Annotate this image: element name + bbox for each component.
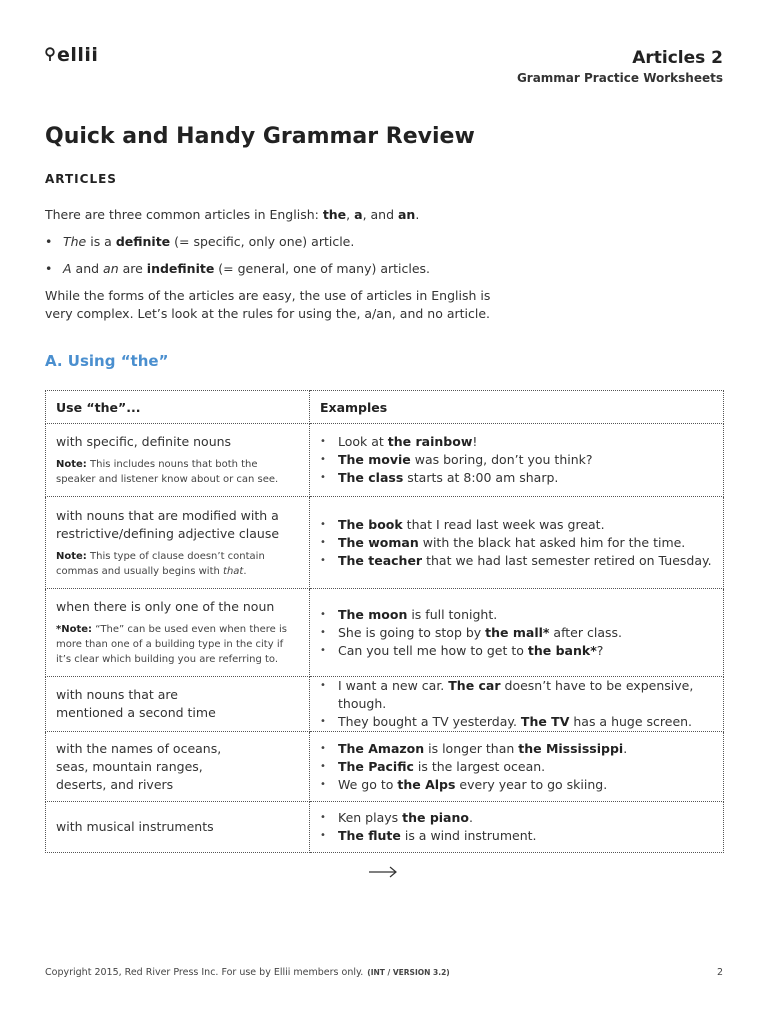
bullet-indefinite: [45, 260, 430, 278]
note-label: Note:: [56, 459, 87, 470]
example-item: • I want a new car. The car doesn’t have to be expensive, though.: [320, 677, 713, 713]
table-header-row: [46, 391, 724, 424]
section-label: ARTICLES: [45, 172, 117, 186]
examples-cell: [310, 802, 724, 853]
note-text: more than one of a building type in the city if: [56, 639, 284, 650]
rule-text: deserts, and rivers: [56, 776, 174, 792]
bullet-italic: an: [103, 261, 119, 276]
note-text: it’s clear which building you are referring to.: [56, 654, 279, 665]
ellii-logo: [45, 44, 98, 66]
footer-copyright: [45, 967, 450, 978]
example-item: • The class starts at 8:00 am sharp.: [320, 469, 713, 487]
page-number: 2: [716, 967, 723, 978]
paragraph-line: very complex. Let’s look at the rules for using the, a/an, and no article.: [45, 306, 491, 321]
copyright-text: Copyright 2015, Red River Press Inc. For use by Ellii members only.: [45, 967, 364, 978]
example-item: • The Amazon is longer than the Mississippi.: [320, 740, 713, 758]
article-a: a: [354, 207, 363, 222]
document-title: Articles 2: [632, 48, 723, 68]
note-text: “The” can be used even when there is: [92, 624, 287, 635]
paragraph-line: While the forms of the articles are easy, the use of articles in English is: [45, 288, 491, 303]
rule-text: with the names of oceans,: [56, 740, 222, 756]
rule-cell: [46, 802, 310, 853]
example-item: • The movie was boring, don’t you think?: [320, 451, 713, 469]
column-header-use: Use “the”...: [46, 391, 310, 424]
intro-paragraph: [45, 206, 419, 224]
rule-text: mentioned a second time: [56, 705, 216, 720]
rule-text: restrictive/defining adjective clause: [56, 525, 280, 541]
intro-end: .: [415, 207, 420, 222]
examples-cell: [310, 424, 724, 497]
intro-sep: ,: [346, 207, 355, 222]
arrow-right-icon[interactable]: [368, 864, 398, 880]
rule-text: with nouns that are: [56, 687, 178, 702]
bullet-icon: •: [45, 234, 53, 249]
page-heading: Quick and Handy Grammar Review: [45, 124, 475, 149]
bullet-text: and: [71, 261, 104, 276]
bullet-italic: The: [63, 234, 87, 249]
note-label: Note:: [56, 550, 87, 562]
column-header-examples: Examples: [310, 391, 724, 424]
rule-note: [56, 457, 299, 487]
document-subtitle: Grammar Practice Worksheets: [516, 71, 723, 85]
rule-text: with nouns that are modified with a: [56, 507, 279, 523]
table-row: [46, 589, 724, 677]
example-item: • She is going to stop by the mall* after class.: [320, 624, 713, 642]
note-text: speaker and listener know about or can see.: [56, 474, 279, 485]
example-item: • Look at the rainbow!: [320, 433, 713, 451]
example-item: • The moon is full tonight.: [320, 606, 713, 624]
example-item: • They bought a TV yesterday. The TV has a huge screen.: [320, 713, 713, 731]
intro-text: There are three common articles in English:: [45, 207, 323, 222]
examples-cell: [310, 497, 724, 589]
rule-cell: [46, 497, 310, 589]
example-item: • Ken plays the piano.: [320, 809, 713, 827]
note-text: .: [243, 565, 247, 577]
article-an: an: [398, 207, 416, 222]
rule-text: seas, mountain ranges,: [56, 758, 203, 774]
example-item: • We go to the Alps every year to go skiing.: [320, 776, 713, 794]
note-text: This type of clause doesn’t contain: [86, 550, 265, 562]
rule-note: [56, 622, 299, 667]
rule-cell: [46, 589, 310, 677]
bullet-text: is a: [86, 234, 116, 249]
table-row: [46, 424, 724, 497]
rule-cell: [46, 732, 310, 802]
complexity-paragraph: [45, 287, 490, 323]
examples-cell: [310, 589, 724, 677]
rules-table: [45, 390, 724, 853]
version-text: (INT / VERSION 3.2): [367, 968, 450, 977]
example-item: • The teacher that we had last semester retired on Tuesday.: [320, 552, 713, 570]
rule-text: with musical instruments: [56, 819, 214, 834]
note-italic: that: [223, 565, 244, 577]
article-the: the: [322, 207, 347, 222]
bullet-text: (= general, one of many) articles.: [214, 261, 431, 276]
table-row: [46, 677, 724, 732]
bullet-icon: •: [45, 261, 53, 276]
example-item: • The Pacific is the largest ocean.: [320, 758, 713, 776]
rule-cell: [46, 424, 310, 497]
rule-text: with specific, definite nouns: [56, 434, 232, 449]
section-a-heading: A. Using “the”: [45, 352, 169, 370]
example-item: • The book that I read last week was great.: [320, 516, 713, 534]
examples-cell: [310, 677, 724, 732]
note-label: *Note:: [56, 624, 93, 635]
examples-cell: [310, 732, 724, 802]
bullet-text: (= specific, only one) article.: [170, 234, 355, 249]
example-item: • Can you tell me how to get to the bank*?: [320, 642, 713, 660]
lightbulb-icon: [45, 47, 55, 63]
bullet-bold: definite: [115, 234, 171, 249]
table-row: [46, 802, 724, 853]
table-row: [46, 497, 724, 589]
note-text: This includes nouns that both the: [86, 459, 258, 470]
rule-text: when there is only one of the noun: [56, 599, 275, 614]
example-item: • The woman with the black hat asked him for the time.: [320, 534, 713, 552]
table-row: [46, 732, 724, 802]
example-item: • The flute is a wind instrument.: [320, 827, 713, 845]
bullet-text: are: [118, 261, 147, 276]
bullet-bold: indefinite: [146, 261, 215, 276]
bullet-definite: [45, 233, 354, 251]
intro-sep: , and: [362, 207, 398, 222]
rule-cell: [46, 677, 310, 732]
bullet-italic: A: [63, 261, 72, 276]
note-text: commas and usually begins with: [56, 565, 224, 577]
logo-text: ellii: [57, 44, 99, 66]
rule-note: [56, 549, 299, 579]
